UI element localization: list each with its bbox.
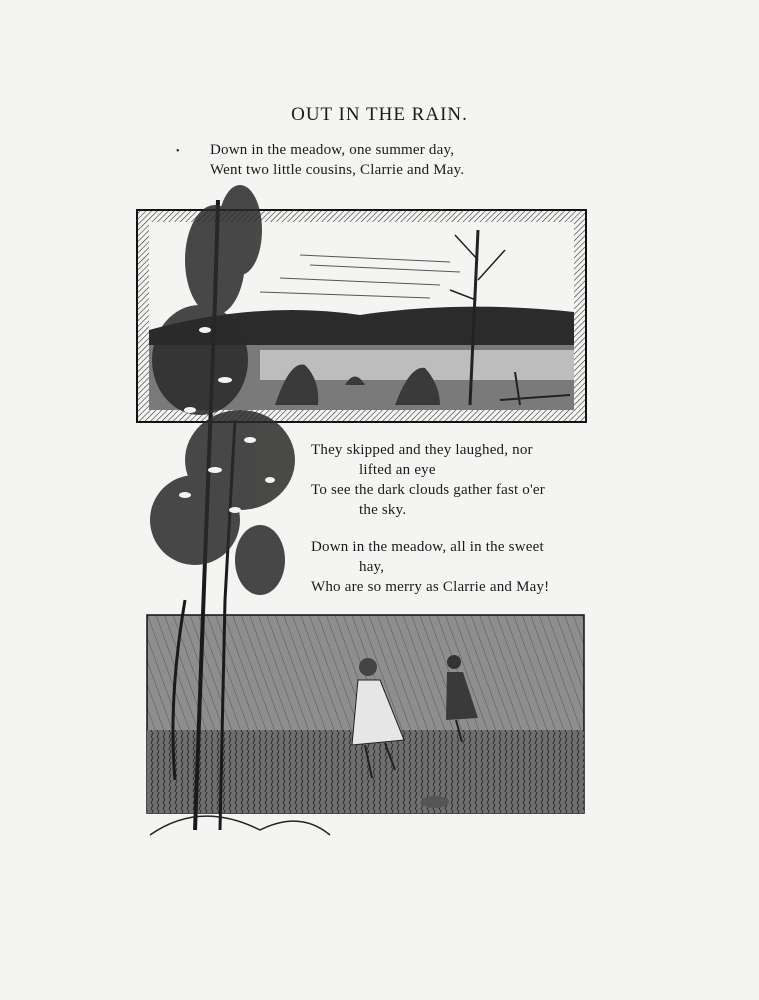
- poem-line: Down in the meadow, one summer day,: [210, 142, 455, 158]
- girls-running-in-rain-engraving: [147, 615, 584, 813]
- poem-line: Down in the meadow, all in the sweet: [311, 539, 544, 555]
- poem-line: They skipped and they laughed, nor: [311, 442, 533, 458]
- poem-line: Went two little cousins, Clarrie and May.: [210, 162, 465, 178]
- poem-line: lifted an eye: [359, 462, 436, 478]
- poem-title: OUT IN THE RAIN.: [291, 104, 468, 125]
- stanza-2: [311, 440, 545, 520]
- poem-line: hay,: [359, 559, 385, 575]
- poem-line: Who are so merry as Clarrie and May!: [311, 579, 550, 595]
- poem-line: the sky.: [359, 502, 407, 518]
- margin-dot: •: [176, 146, 180, 157]
- poem-line: To see the dark clouds gather fast o'er: [311, 482, 545, 498]
- stanza-3: [311, 537, 549, 597]
